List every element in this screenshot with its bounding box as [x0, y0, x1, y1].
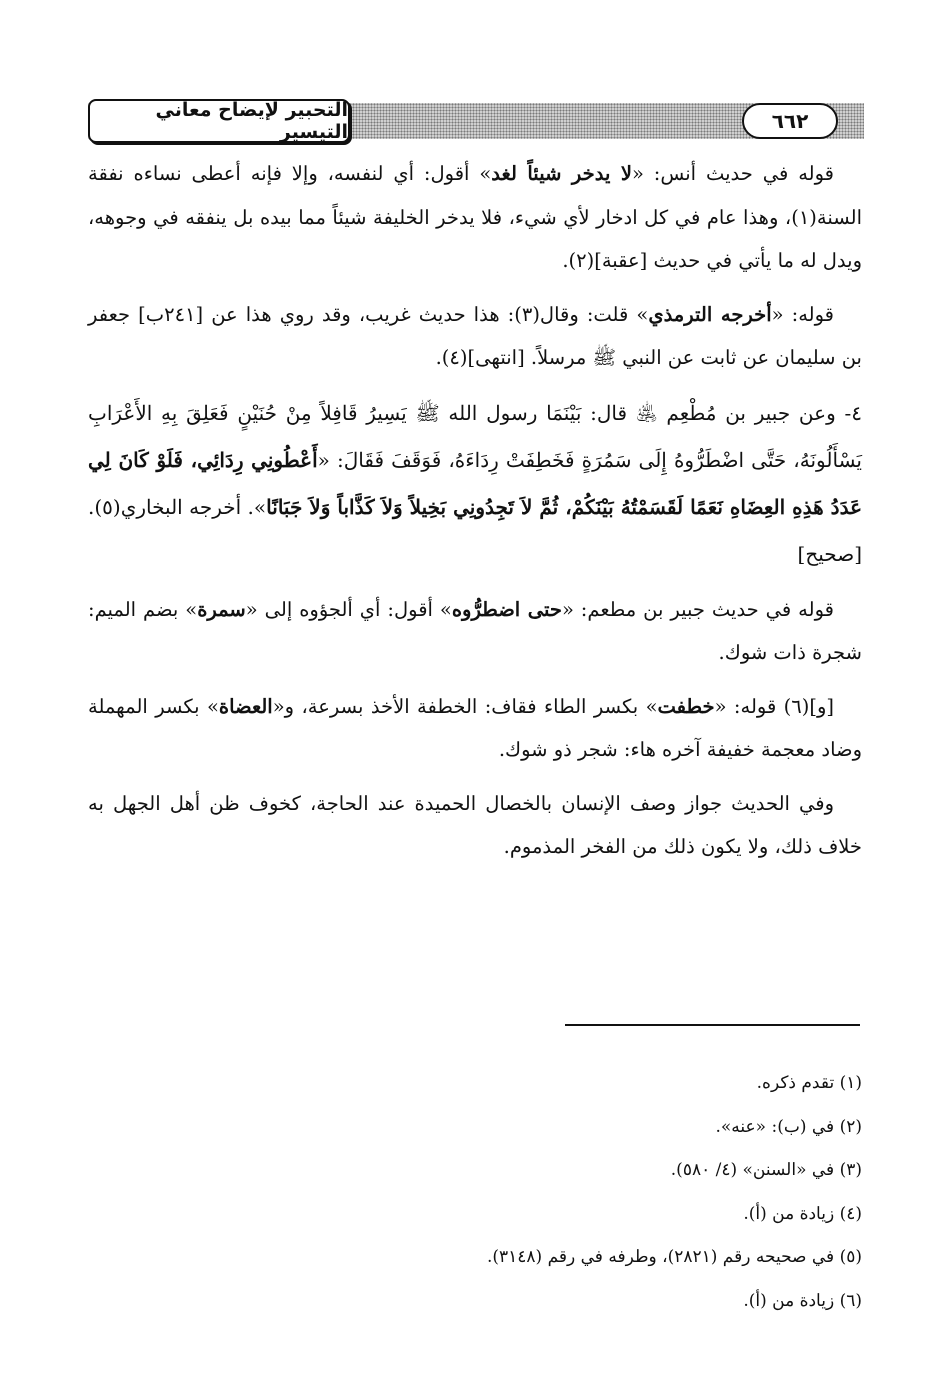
quoted-phrase: أخرجه الترمذي	[648, 302, 772, 326]
paragraph-conclusion	[88, 782, 862, 869]
text-segment: » أقول: أي لنفسه، وإلا فإنه أعطى نساءه نفقة السنة(١)، وهذا عام في كل ادخار لأي شيء، فلا يدخر الخليفة شيئاً مما بيده بل ينفقه في وجوهه، ويدل له ما يأتي في حديث [عقبة](٢).	[88, 162, 862, 272]
page-number: ٦٦٢	[742, 103, 838, 139]
text-segment: » أقول: أي ألجؤوه إلى «	[245, 597, 452, 621]
body-text	[88, 152, 862, 879]
text-segment: » بكسر المهملة وضاد معجمة خفيفة آخره هاء: شجر ذو شوك.	[88, 694, 862, 761]
quoted-phrase: خطفت	[657, 694, 715, 718]
text-segment: ». أخرجه البخاري(٥). [صحيح]	[88, 494, 862, 566]
text-segment: وفي الحديث جواز وصف الإنسان بالخصال الحميدة عند الحاجة، كخوف ظن أهل الجهل به خلاف ذلك، ولا يكون ذلك من الفخر المذموم.	[88, 791, 862, 858]
footnote: (١) تقدم ذكره.	[756, 1073, 862, 1093]
text-segment: قوله في حديث أنس: «	[631, 162, 834, 185]
text-segment: » بضم الميم: شجرة ذات شوك.	[88, 597, 862, 664]
quoted-phrase: سمرة	[197, 597, 246, 621]
text-segment: » قلت: وقال(٣): هذا حديث غريب، وقد روي هذا عن [٢٤١ب] جعفر بن سليمان عن ثابت عن النبي ﷺ مرسلاً. [انتهى](٤).	[88, 302, 862, 369]
text-segment: قوله: «	[771, 302, 834, 326]
paragraph-hadith-jubayr	[88, 390, 862, 578]
footnote: (٦) زيادة من (أ).	[743, 1290, 862, 1311]
quoted-phrase: لا يدخر شيئاً لغد	[491, 162, 632, 185]
paragraph-khatifat	[88, 685, 862, 772]
text-segment: ٤- وعن جبير بن مُطْعِم ﵁ قال: بَيْنَمَا رسول الله ﷺ يَسِيرُ قَافِلاً مِنْ حُنَيْنٍ فَعَلِقَ بِهِ الأَعْرَابِ يَسْأَلُونَهُ، حَتَّى اضْطَرُّوهُ إِلَى سَمُرَةٍ فَخَطِفَتْ رِدَاءَهُ، فَوَقَفَ فَقَالَ: «	[88, 400, 862, 472]
footnote: (٢) في (ب): «عنه».	[715, 1116, 862, 1137]
quoted-phrase: حتى اضطرُّوه	[451, 597, 562, 621]
footnote: (٥) في صحيحه رقم (٢٨٢١)، وطرفه في رقم (٣١٤٨).	[486, 1247, 862, 1267]
footnotes	[300, 1062, 862, 1323]
text-segment: قوله في حديث جبير بن مطعم: «	[561, 597, 834, 621]
text-segment: » بكسر الطاء فقاف: الخطفة الأخذ بسرعة، و«	[272, 694, 658, 718]
book-title: التحبير لإيضاح معاني التيسير	[88, 99, 350, 143]
paragraph-jubayr-commentary	[88, 588, 862, 675]
quoted-phrase: العضاة	[218, 694, 273, 718]
footnote: (٤) زيادة من (أ).	[743, 1203, 862, 1224]
footnote-divider	[565, 1024, 860, 1026]
footnote: (٣) في «السنن» (٤/ ٥٨٠).	[670, 1160, 862, 1180]
hadith-quote: أَعْطُونِي رِدَائِي، فَلَوْ كَانَ لِي عَدَدُ هَذِهِ العِضَاهِ نَعَمًا لَقَسَمْتُهُ بَيْنَكُمْ، ثُمَّ لاَ تَجِدُونِي بَخِيلاً وَلاَ كَذَّاباً وَلاَ جَبَانًا	[88, 447, 863, 519]
paragraph-tirmidhi	[88, 293, 862, 380]
paragraph-anas-commentary	[88, 152, 862, 283]
text-segment: [و](٦) قوله: «	[714, 694, 835, 718]
